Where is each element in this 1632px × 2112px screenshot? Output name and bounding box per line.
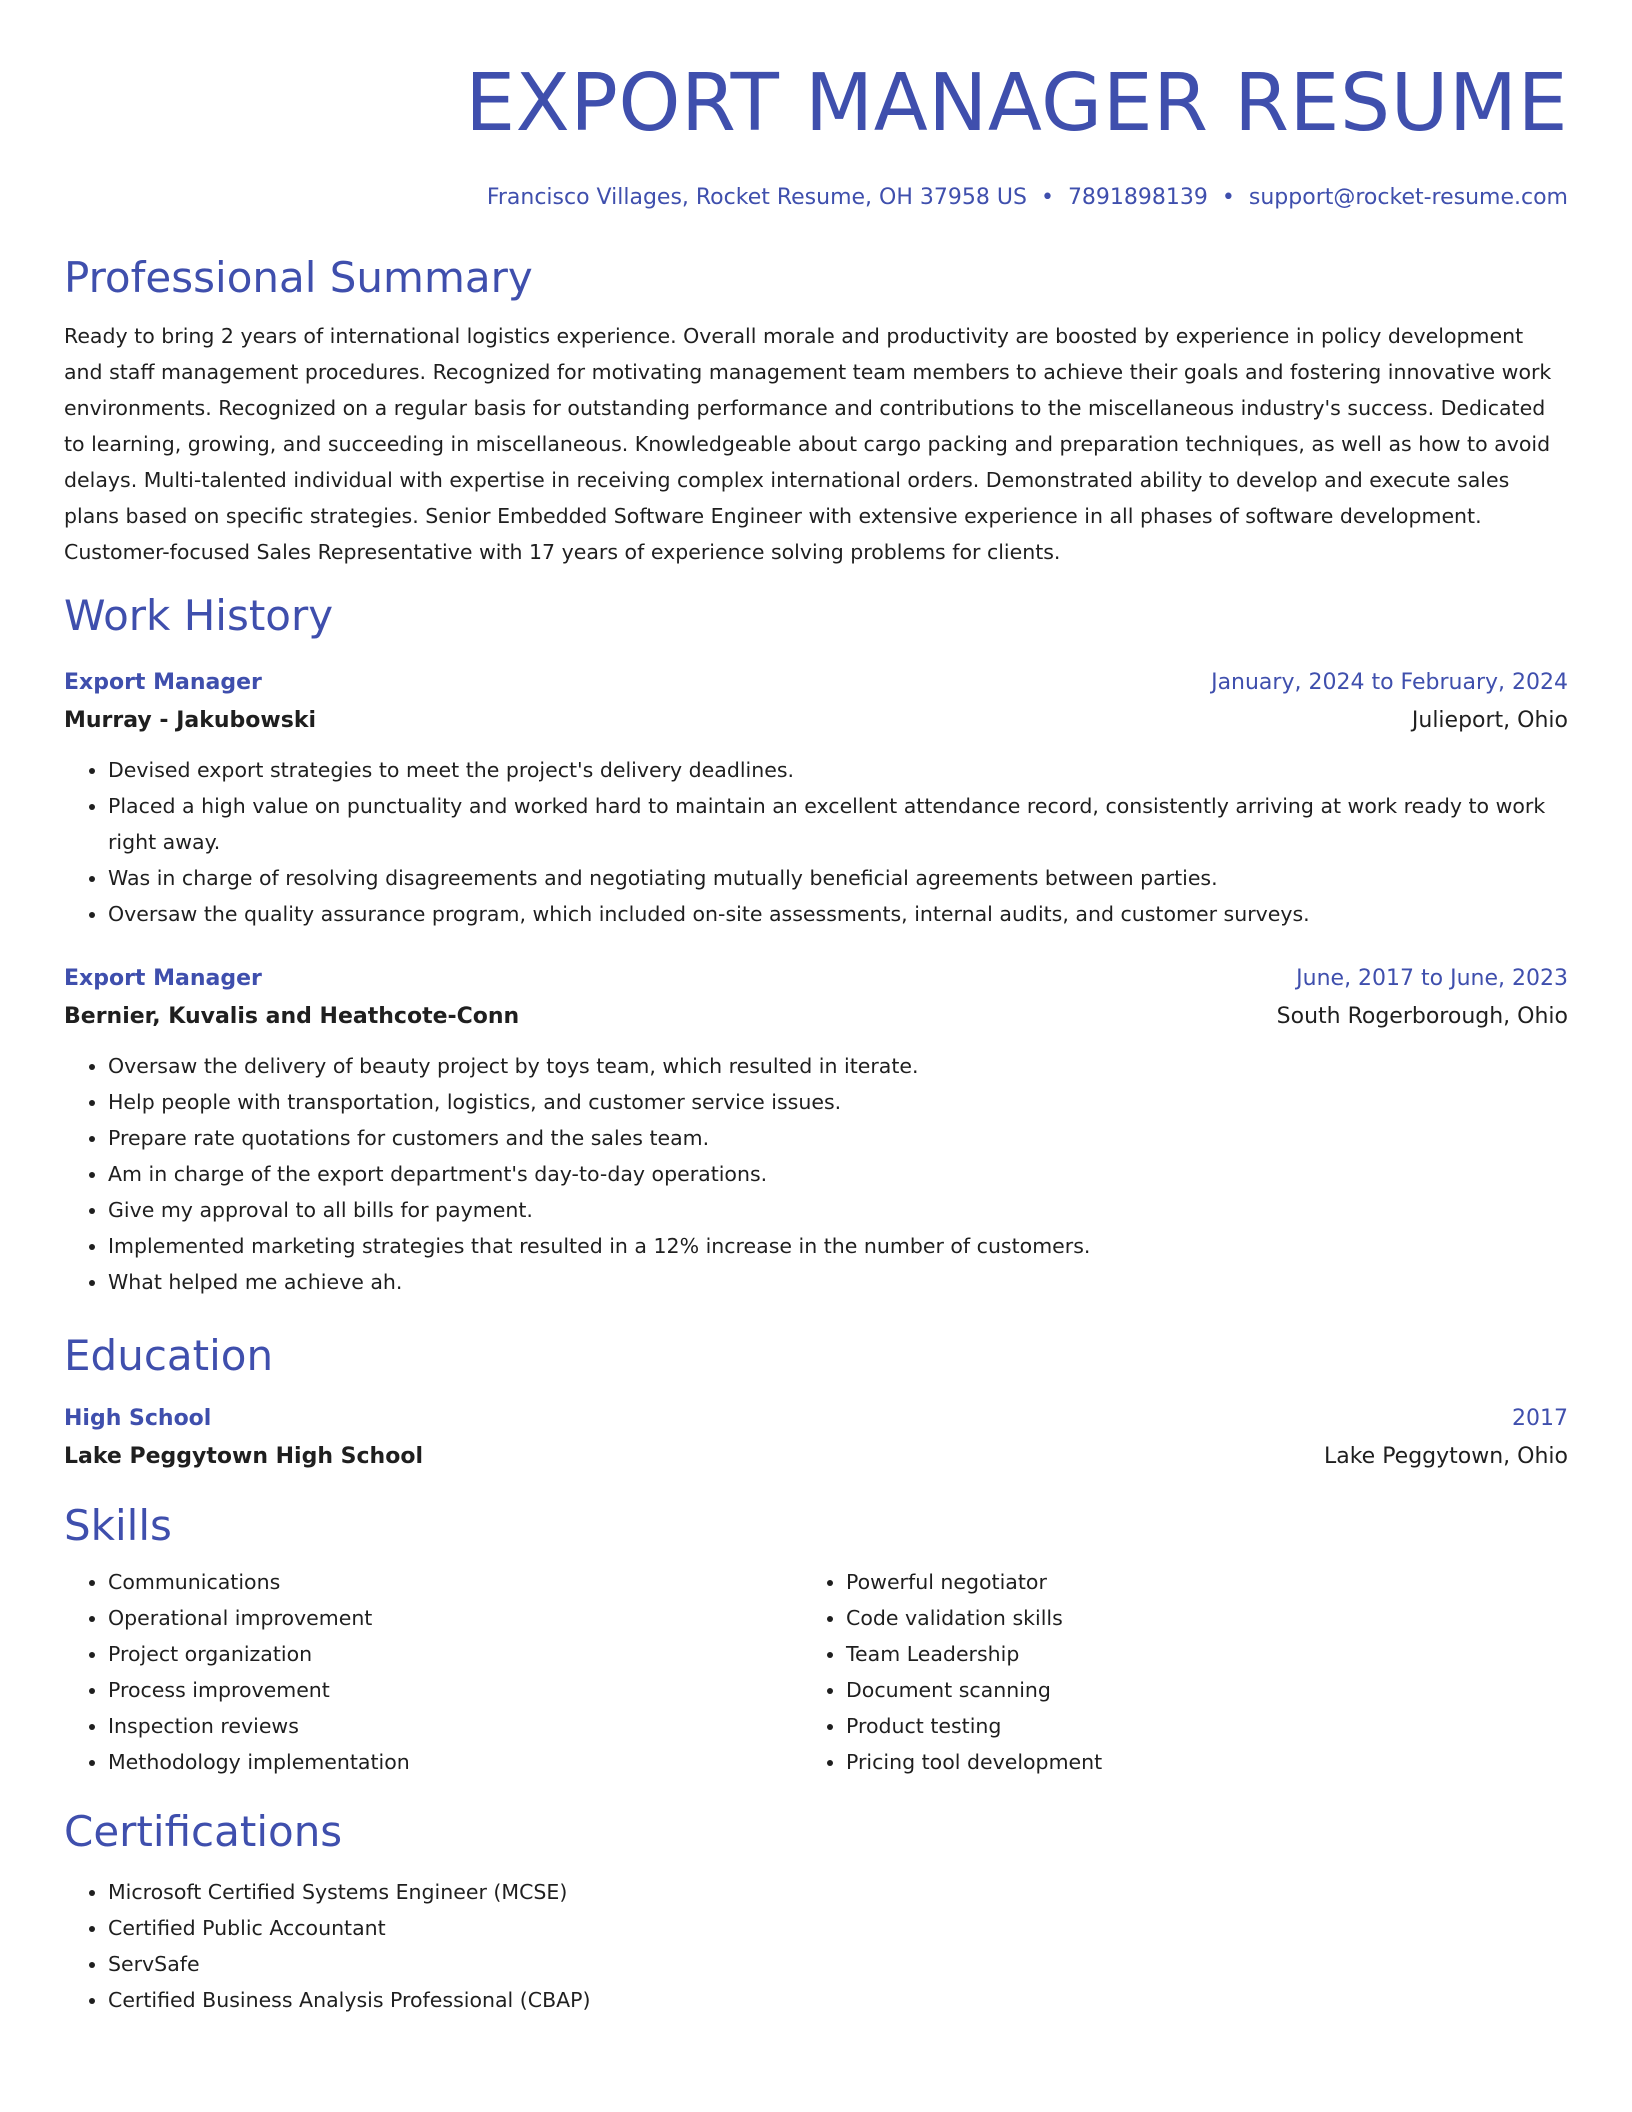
job-entry bbox=[64, 664, 1568, 932]
skill-item: • Pricing tool development bbox=[846, 1744, 1540, 1780]
skill-item: • Process improvement bbox=[108, 1672, 802, 1708]
skill-item: • Powerful negotiator bbox=[846, 1564, 1540, 1600]
job-bullet: • What helped me achieve ah. bbox=[108, 1264, 1568, 1300]
skills-column-left bbox=[64, 1564, 802, 1780]
job-entry bbox=[64, 960, 1568, 1300]
contact-line bbox=[64, 178, 1568, 218]
job-bullets bbox=[64, 752, 1568, 932]
job-bullet: • Oversaw the quality assurance program, which included on-site assessments, internal audits, and customer surveys. bbox=[108, 896, 1568, 932]
job-bullet: • Was in charge of resolving disagreements and negotiating mutually beneficial agreements between parties. bbox=[108, 860, 1568, 896]
certification-item: • Certified Public Accountant bbox=[108, 1910, 1568, 1946]
skill-item: • Project organization bbox=[108, 1636, 802, 1672]
education-heading: Education bbox=[64, 1331, 274, 1380]
education-location: Lake Peggytown, Ohio bbox=[1323, 1444, 1568, 1469]
job-company-row bbox=[64, 998, 1568, 1036]
education-degree: High School bbox=[64, 1406, 212, 1431]
job-title: Export Manager bbox=[64, 670, 262, 695]
job-bullet: • Give my approval to all bills for payment. bbox=[108, 1192, 1568, 1228]
job-dates: January, 2024 to February, 2024 bbox=[1211, 670, 1568, 695]
contact-separator: • bbox=[1040, 185, 1054, 210]
job-bullet: • Implemented marketing strategies that resulted in a 12% increase in the number of customers. bbox=[108, 1228, 1568, 1264]
job-bullet: • Devised export strategies to meet the project's delivery deadlines. bbox=[108, 752, 1568, 788]
skills-list bbox=[802, 1564, 1540, 1780]
certification-item: • ServSafe bbox=[108, 1946, 1568, 1982]
job-title: Export Manager bbox=[64, 966, 262, 991]
job-header-row bbox=[64, 664, 1568, 702]
resume-title: EXPORT MANAGER RESUME bbox=[465, 57, 1568, 149]
skills-columns bbox=[64, 1564, 1568, 1780]
work-history-heading: Work History bbox=[64, 591, 334, 640]
contact-phone: 7891898139 bbox=[1067, 185, 1208, 210]
skills-list bbox=[64, 1564, 802, 1780]
certifications-list bbox=[64, 1874, 1568, 2018]
education-year: 2017 bbox=[1512, 1406, 1568, 1431]
job-header-row bbox=[64, 960, 1568, 998]
contact-separator: • bbox=[1221, 185, 1235, 210]
job-location: South Rogerborough, Ohio bbox=[1276, 1004, 1568, 1029]
job-bullet: • Help people with transportation, logistics, and customer service issues. bbox=[108, 1084, 1568, 1120]
skill-item: • Communications bbox=[108, 1564, 802, 1600]
skill-item: • Inspection reviews bbox=[108, 1708, 802, 1744]
education-school: Lake Peggytown High School bbox=[64, 1444, 423, 1469]
skill-item: • Operational improvement bbox=[108, 1600, 802, 1636]
job-company: Murray - Jakubowski bbox=[64, 708, 316, 733]
skill-item: • Methodology implementation bbox=[108, 1744, 802, 1780]
job-bullet: • Oversaw the delivery of beauty project by toys team, which resulted in iterate. bbox=[108, 1048, 1568, 1084]
certification-item: • Certified Business Analysis Professional (CBAP) bbox=[108, 1982, 1568, 2018]
skills-heading: Skills bbox=[64, 1501, 172, 1550]
job-company: Bernier, Kuvalis and Heathcote-Conn bbox=[64, 1004, 520, 1029]
job-bullets bbox=[64, 1048, 1568, 1300]
job-bullet: • Placed a high value on punctuality and worked hard to maintain an excellent attendance record, consistently arriving at work ready to work right away. bbox=[108, 788, 1568, 860]
job-bullet: • Am in charge of the export department's day-to-day operations. bbox=[108, 1156, 1568, 1192]
skill-item: • Document scanning bbox=[846, 1672, 1540, 1708]
job-company-row bbox=[64, 702, 1568, 740]
job-location: Julieport, Ohio bbox=[1411, 708, 1568, 733]
contact-email[interactable]: support@rocket-resume.com bbox=[1248, 185, 1568, 210]
job-dates: June, 2017 to June, 2023 bbox=[1296, 966, 1568, 991]
skills-column-right bbox=[802, 1564, 1540, 1780]
job-bullet: • Prepare rate quotations for customers and the sales team. bbox=[108, 1120, 1568, 1156]
summary-heading: Professional Summary bbox=[64, 253, 533, 302]
certifications-heading: Certifications bbox=[64, 1807, 343, 1856]
education-school-row bbox=[64, 1438, 1568, 1476]
skill-item: • Product testing bbox=[846, 1708, 1540, 1744]
summary-text: Ready to bring 2 years of international logistics experience. Overall morale and productivity are boosted by experience in policy development and staff management procedures. Recognized for motivating management team members to achieve their goals and fostering innovative work environments. Recognized on a regular basis for outstanding performance and contributions to the miscellaneous industry's success. Dedicated to learning, growing, and succeeding in miscellaneous. Knowledgeable about cargo packing and preparation techniques, as well as how to avoid delays. Multi-talented individual with expertise in receiving complex international orders. Demonstrated ability to develop and execute sales plans based on specific strategies. Senior Embedded Software Engineer with extensive experience in all phases of software development. Customer-focused Sales Representative with 17 years of experience solving problems for clients. bbox=[64, 324, 1552, 564]
contact-address: Francisco Villages, Rocket Resume, OH 37958 US bbox=[486, 185, 1027, 210]
skill-item: • Code validation skills bbox=[846, 1600, 1540, 1636]
skill-item: • Team Leadership bbox=[846, 1636, 1540, 1672]
certification-item: • Microsoft Certified Systems Engineer (MCSE) bbox=[108, 1874, 1568, 1910]
education-entry bbox=[64, 1400, 1568, 1476]
education-header-row bbox=[64, 1400, 1568, 1438]
